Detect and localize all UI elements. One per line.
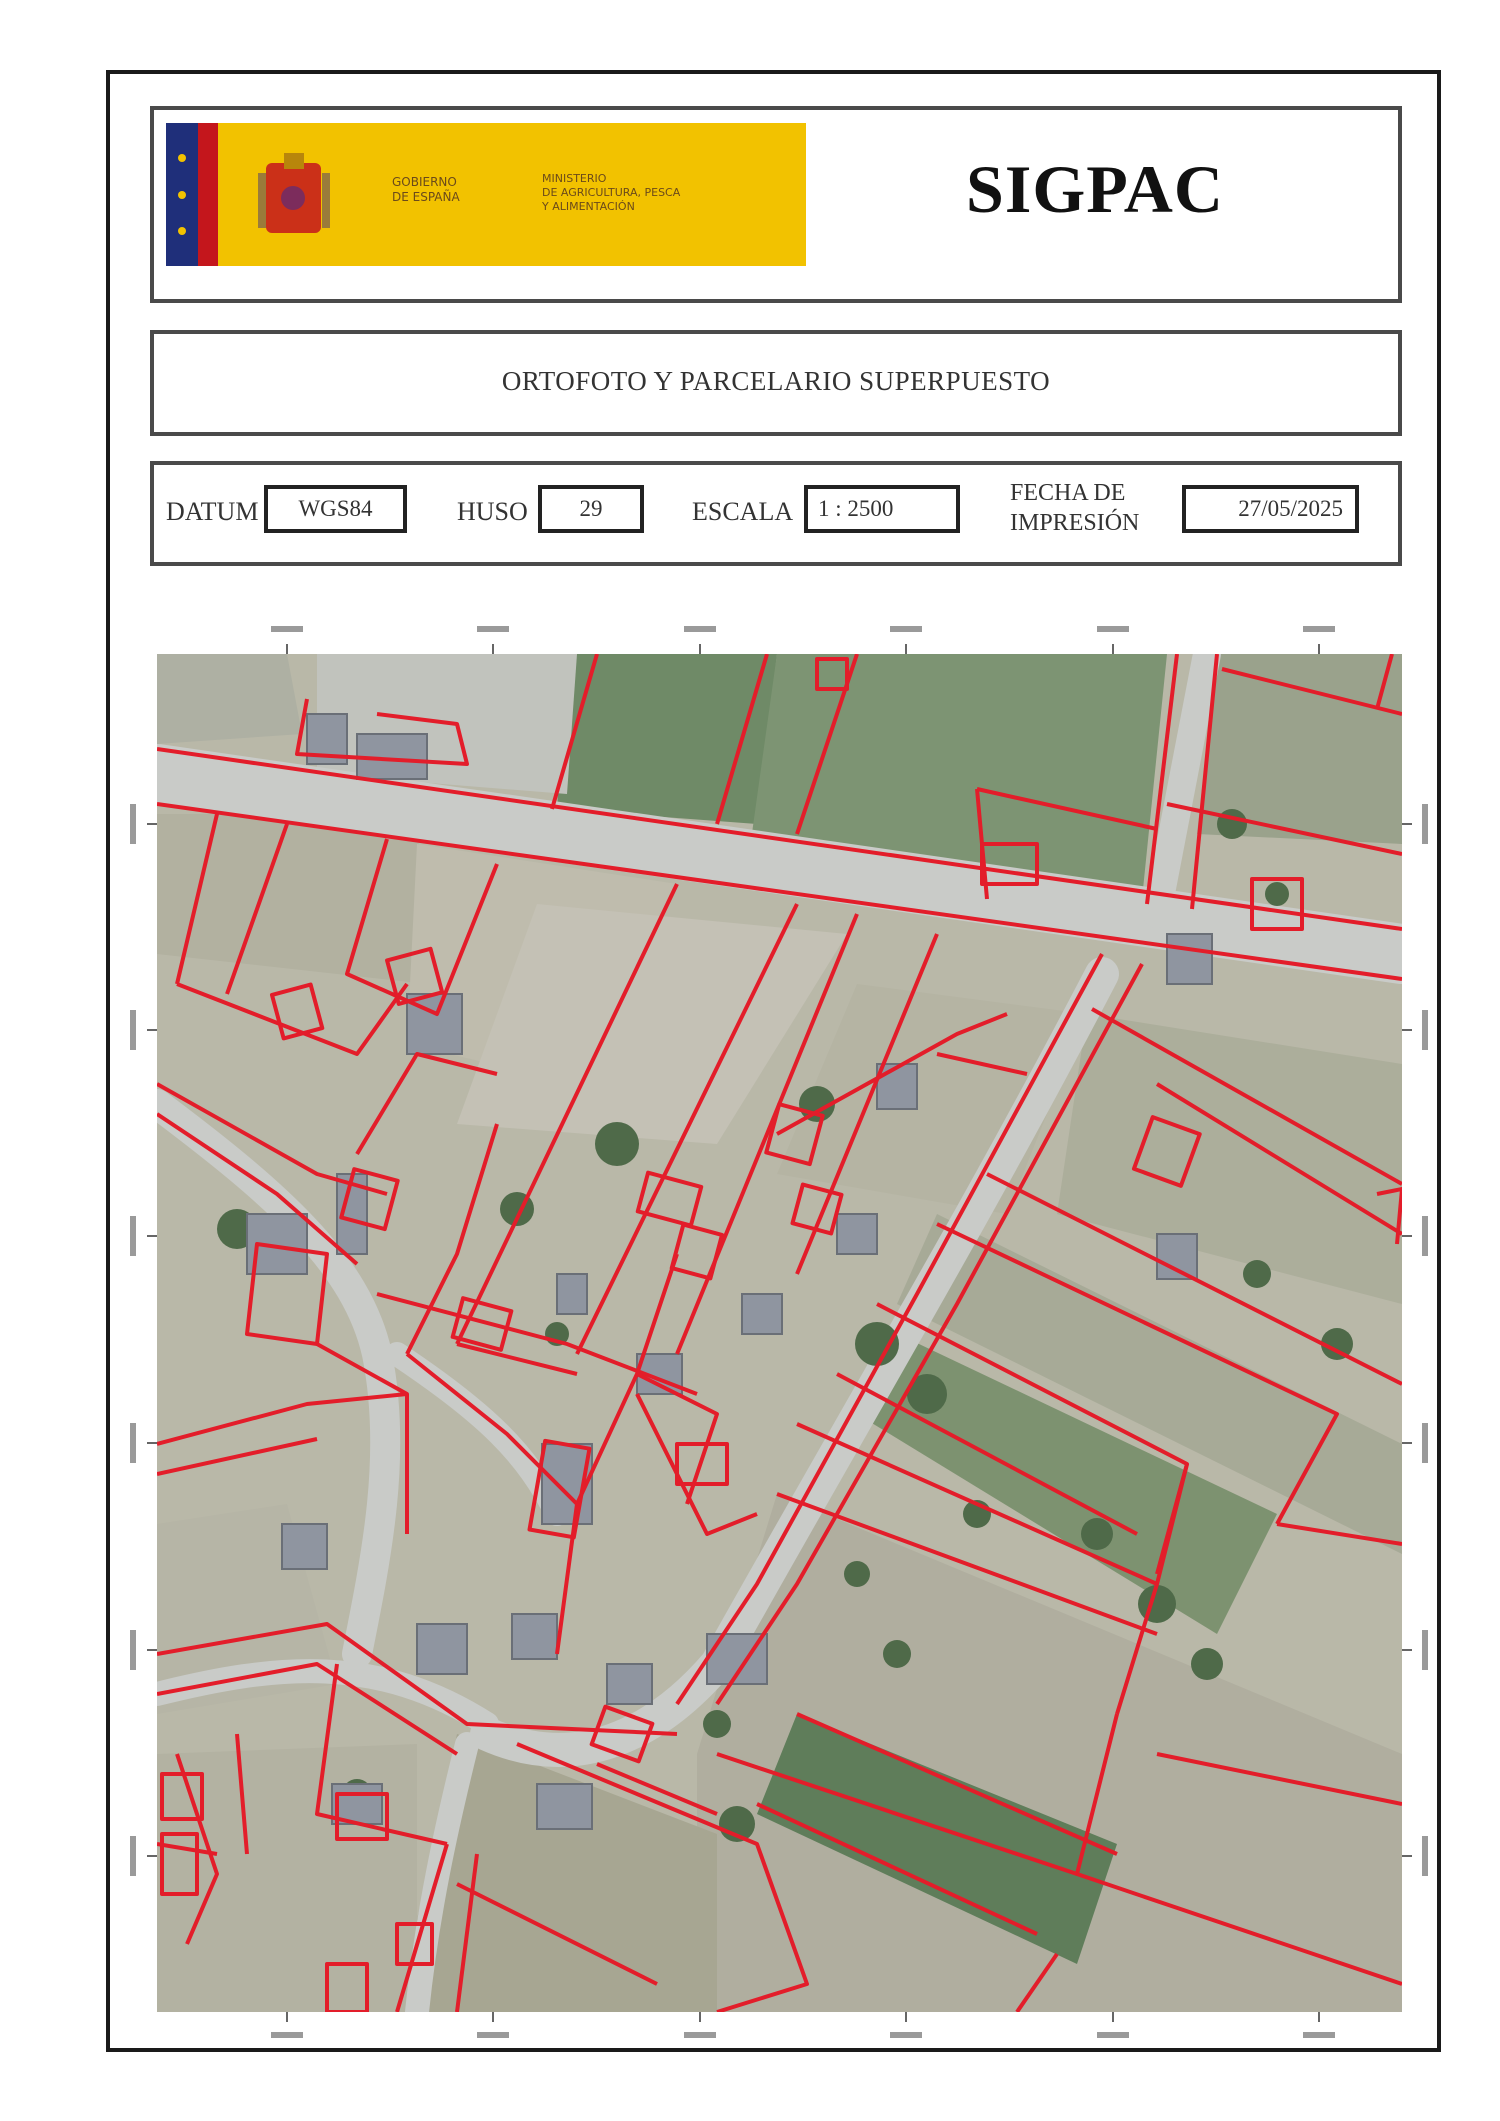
fecha-value: 27/05/2025 [1182,485,1359,533]
ministry-line2: DE AGRICULTURA, PESCA [542,186,681,199]
escala-value: 1 : 2500 [804,485,960,533]
ministry-line3: Y ALIMENTACIÓN [542,200,635,213]
datum-value: WGS84 [264,485,407,533]
huso-label: HUSO [457,497,528,526]
coat-of-arms-icon [258,153,330,233]
logo-text-ministerio [542,172,680,214]
huso-value: 29 [538,485,644,533]
escala-label: ESCALA [692,497,794,526]
logo-text-gobierno [392,175,460,205]
map-title: ORTOFOTO Y PARCELARIO SUPERPUESTO [501,366,1051,396]
fecha-label-line2: IMPRESIÓN [1010,510,1140,536]
datum-label: DATUM [166,497,259,526]
orthophoto-map[interactable] [157,654,1402,2012]
app-title: SIGPAC [966,151,1224,227]
ministry-line1: MINISTERIO [542,172,607,185]
fecha-label [1010,478,1139,538]
government-logo [166,123,806,266]
logo-line2: DE ESPAÑA [392,190,460,204]
fecha-label-line1: FECHA DE [1010,480,1126,506]
logo-line1: GOBIERNO [392,175,457,189]
